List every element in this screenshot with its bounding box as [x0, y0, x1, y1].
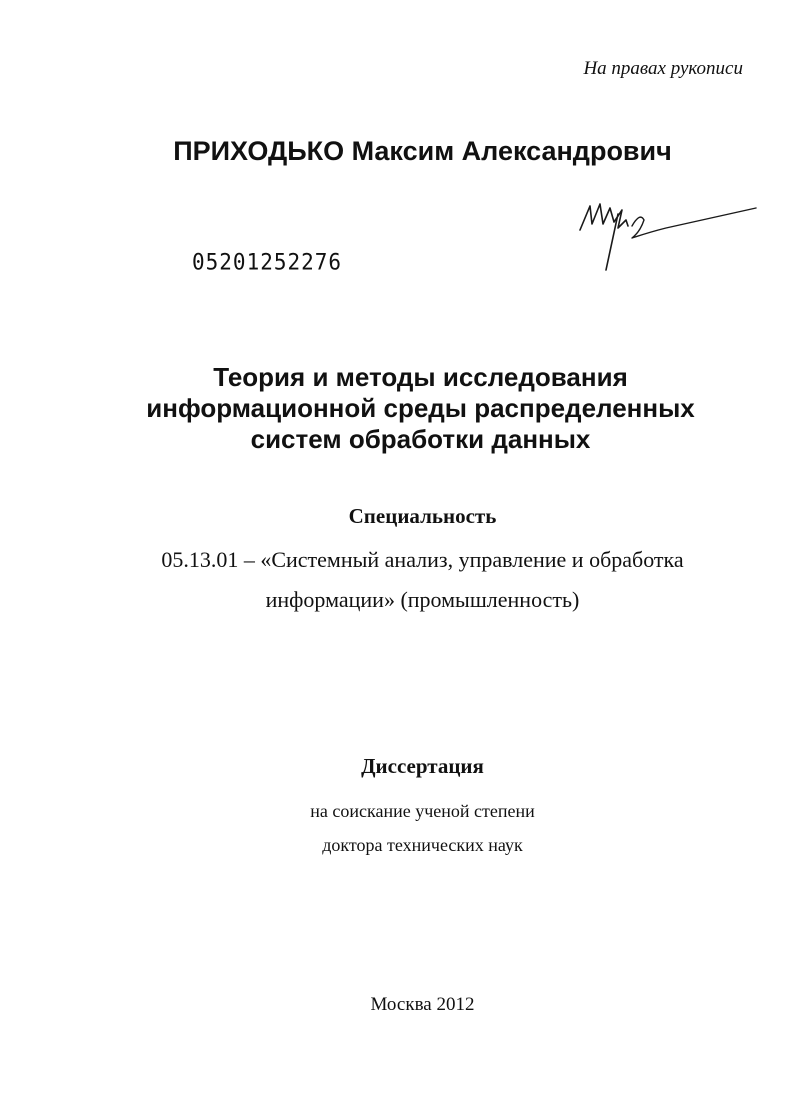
- title-line-3: систем обработки данных: [250, 424, 591, 454]
- document-code: 05201252276: [192, 249, 343, 275]
- specialty-description: [0, 540, 797, 620]
- specialty-line-2: информации» (промышленность): [265, 587, 580, 612]
- title-line-1: Теория и методы исследования: [213, 362, 628, 392]
- rights-note: На правах рукописи: [583, 58, 743, 79]
- specialty-label: Специальность: [348, 504, 497, 528]
- author-name: ПРИХОДЬКО Максим Александрович: [173, 136, 672, 166]
- degree-line-1: на соискание ученой степени: [310, 801, 535, 821]
- dissertation-title: [0, 362, 797, 455]
- title-line-2: информационной среды распределенных: [146, 393, 695, 423]
- degree-line-2: доктора технических наук: [322, 835, 523, 855]
- author-signature: [570, 198, 760, 273]
- specialty-line-1: 05.13.01 – «Системный анализ, управление и обработка: [161, 547, 684, 572]
- city-year: Москва 2012: [370, 994, 475, 1015]
- degree-description: [0, 794, 797, 862]
- dissertation-label: Диссертация: [361, 754, 484, 778]
